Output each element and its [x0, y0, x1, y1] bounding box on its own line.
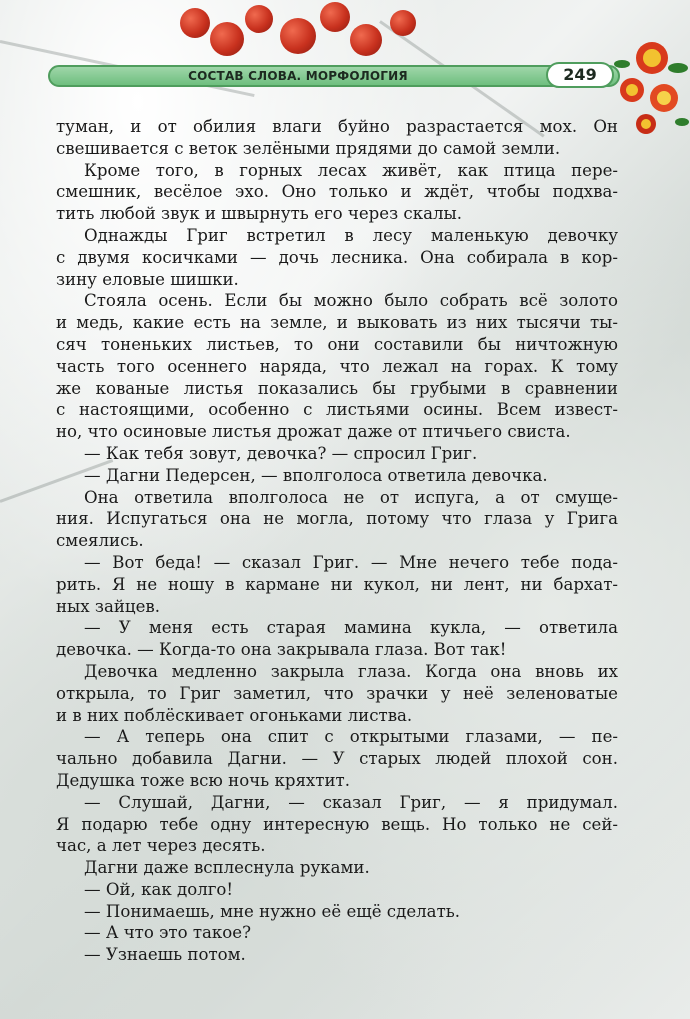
text-line: — Дагни Педерсен, — вполголоса ответила девочка. [84, 465, 548, 485]
folk-ornament-icon [612, 28, 690, 138]
text-line: — У меня есть старая мамина кукла, — ответила [84, 618, 618, 638]
story-text [56, 116, 618, 966]
text-line: часть того осеннего наряда, что лежал на горах. К тому [56, 356, 618, 376]
text-line: Дедушка тоже всю ночь кряхтит. [56, 770, 350, 790]
text-line: девочка. — Когда-то она закрывала глаза. Вот так! [56, 640, 507, 660]
text-line: туман, и от обилия влаги буйно разрастается мох. Он [56, 117, 618, 136]
text-line: — А что это такое? [84, 923, 252, 943]
page-number: 249 [546, 62, 614, 88]
text-line: же кованые листья показались бы грубыми в сравнении [56, 378, 618, 398]
text-line: открыла, то Григ заметил, что зрачки у неё зеленоватые [56, 683, 618, 703]
text-line: — Ой, как долго! [84, 879, 234, 899]
text-line: с настоящими, особенно с листьями осины. Всем извест- [56, 400, 618, 420]
text-line: сяч тоненьких листьев, то они составили бы ничтожную [56, 334, 618, 354]
text-line: рить. Я не ношу в кармане ни кукол, ни лент, ни бархат- [56, 574, 618, 594]
text-line: ния. Испугаться она не могла, потому что глаза у Грига [56, 509, 618, 529]
text-line: и медь, какие есть на земле, и выковать из них тысячи ты- [56, 313, 618, 333]
text-line: смешник, весёлое эхо. Оно только и ждёт, чтобы подхва- [56, 182, 618, 202]
text-line: свешивается с веток зелёными прядями до самой земли. [56, 138, 561, 158]
text-line: — Вот беда! — сказал Григ. — Мне нечего тебе пода- [84, 552, 618, 572]
text-line: и в них поблёскивает огоньками листва. [56, 705, 413, 725]
text-line: Кроме того, в горных лесах живёт, как птица пере- [84, 160, 618, 180]
text-line: — А теперь она спит с открытыми глазами, — пе- [84, 727, 618, 747]
text-line: Я подарю тебе одну интересную вещь. Но только не сей- [56, 814, 618, 834]
text-line: Девочка медленно закрыла глаза. Когда она вновь их [84, 661, 618, 681]
text-line: Однажды Григ встретил в лесу маленькую девочку [84, 225, 618, 245]
text-line: чально добавила Дагни. — У старых людей плохой сон. [56, 749, 618, 769]
section-title: СОСТАВ СЛОВА. МОРФОЛОГИЯ [188, 69, 408, 83]
text-line: зину еловые шишки. [56, 269, 239, 289]
text-line: но, что осиновые листья дрожат даже от птичьего свиста. [56, 422, 571, 442]
text-line: с двумя косичками — дочь лесника. Она собирала в кор- [56, 247, 618, 267]
text-line: Дагни даже всплеснула руками. [84, 858, 370, 878]
text-line: Она ответила вполголоса не от испуга, а от смуще- [84, 487, 618, 507]
text-line: — Как тебя зовут, девочка? — спросил Григ. [84, 443, 478, 463]
text-line: тить любой звук и швырнуть его через скалы. [56, 204, 462, 224]
text-line: — Узнаешь потом. [84, 945, 246, 965]
text-line: Стояла осень. Если бы можно было собрать всё золото [84, 291, 618, 311]
text-line: — Слушай, Дагни, — сказал Григ, — я придумал. [84, 792, 618, 812]
text-line: — Понимаешь, мне нужно её ещё сделать. [84, 901, 461, 921]
text-line: ных зайцев. [56, 596, 161, 616]
text-line: смеялись. [56, 531, 144, 551]
text-line: час, а лет через десять. [56, 836, 266, 856]
